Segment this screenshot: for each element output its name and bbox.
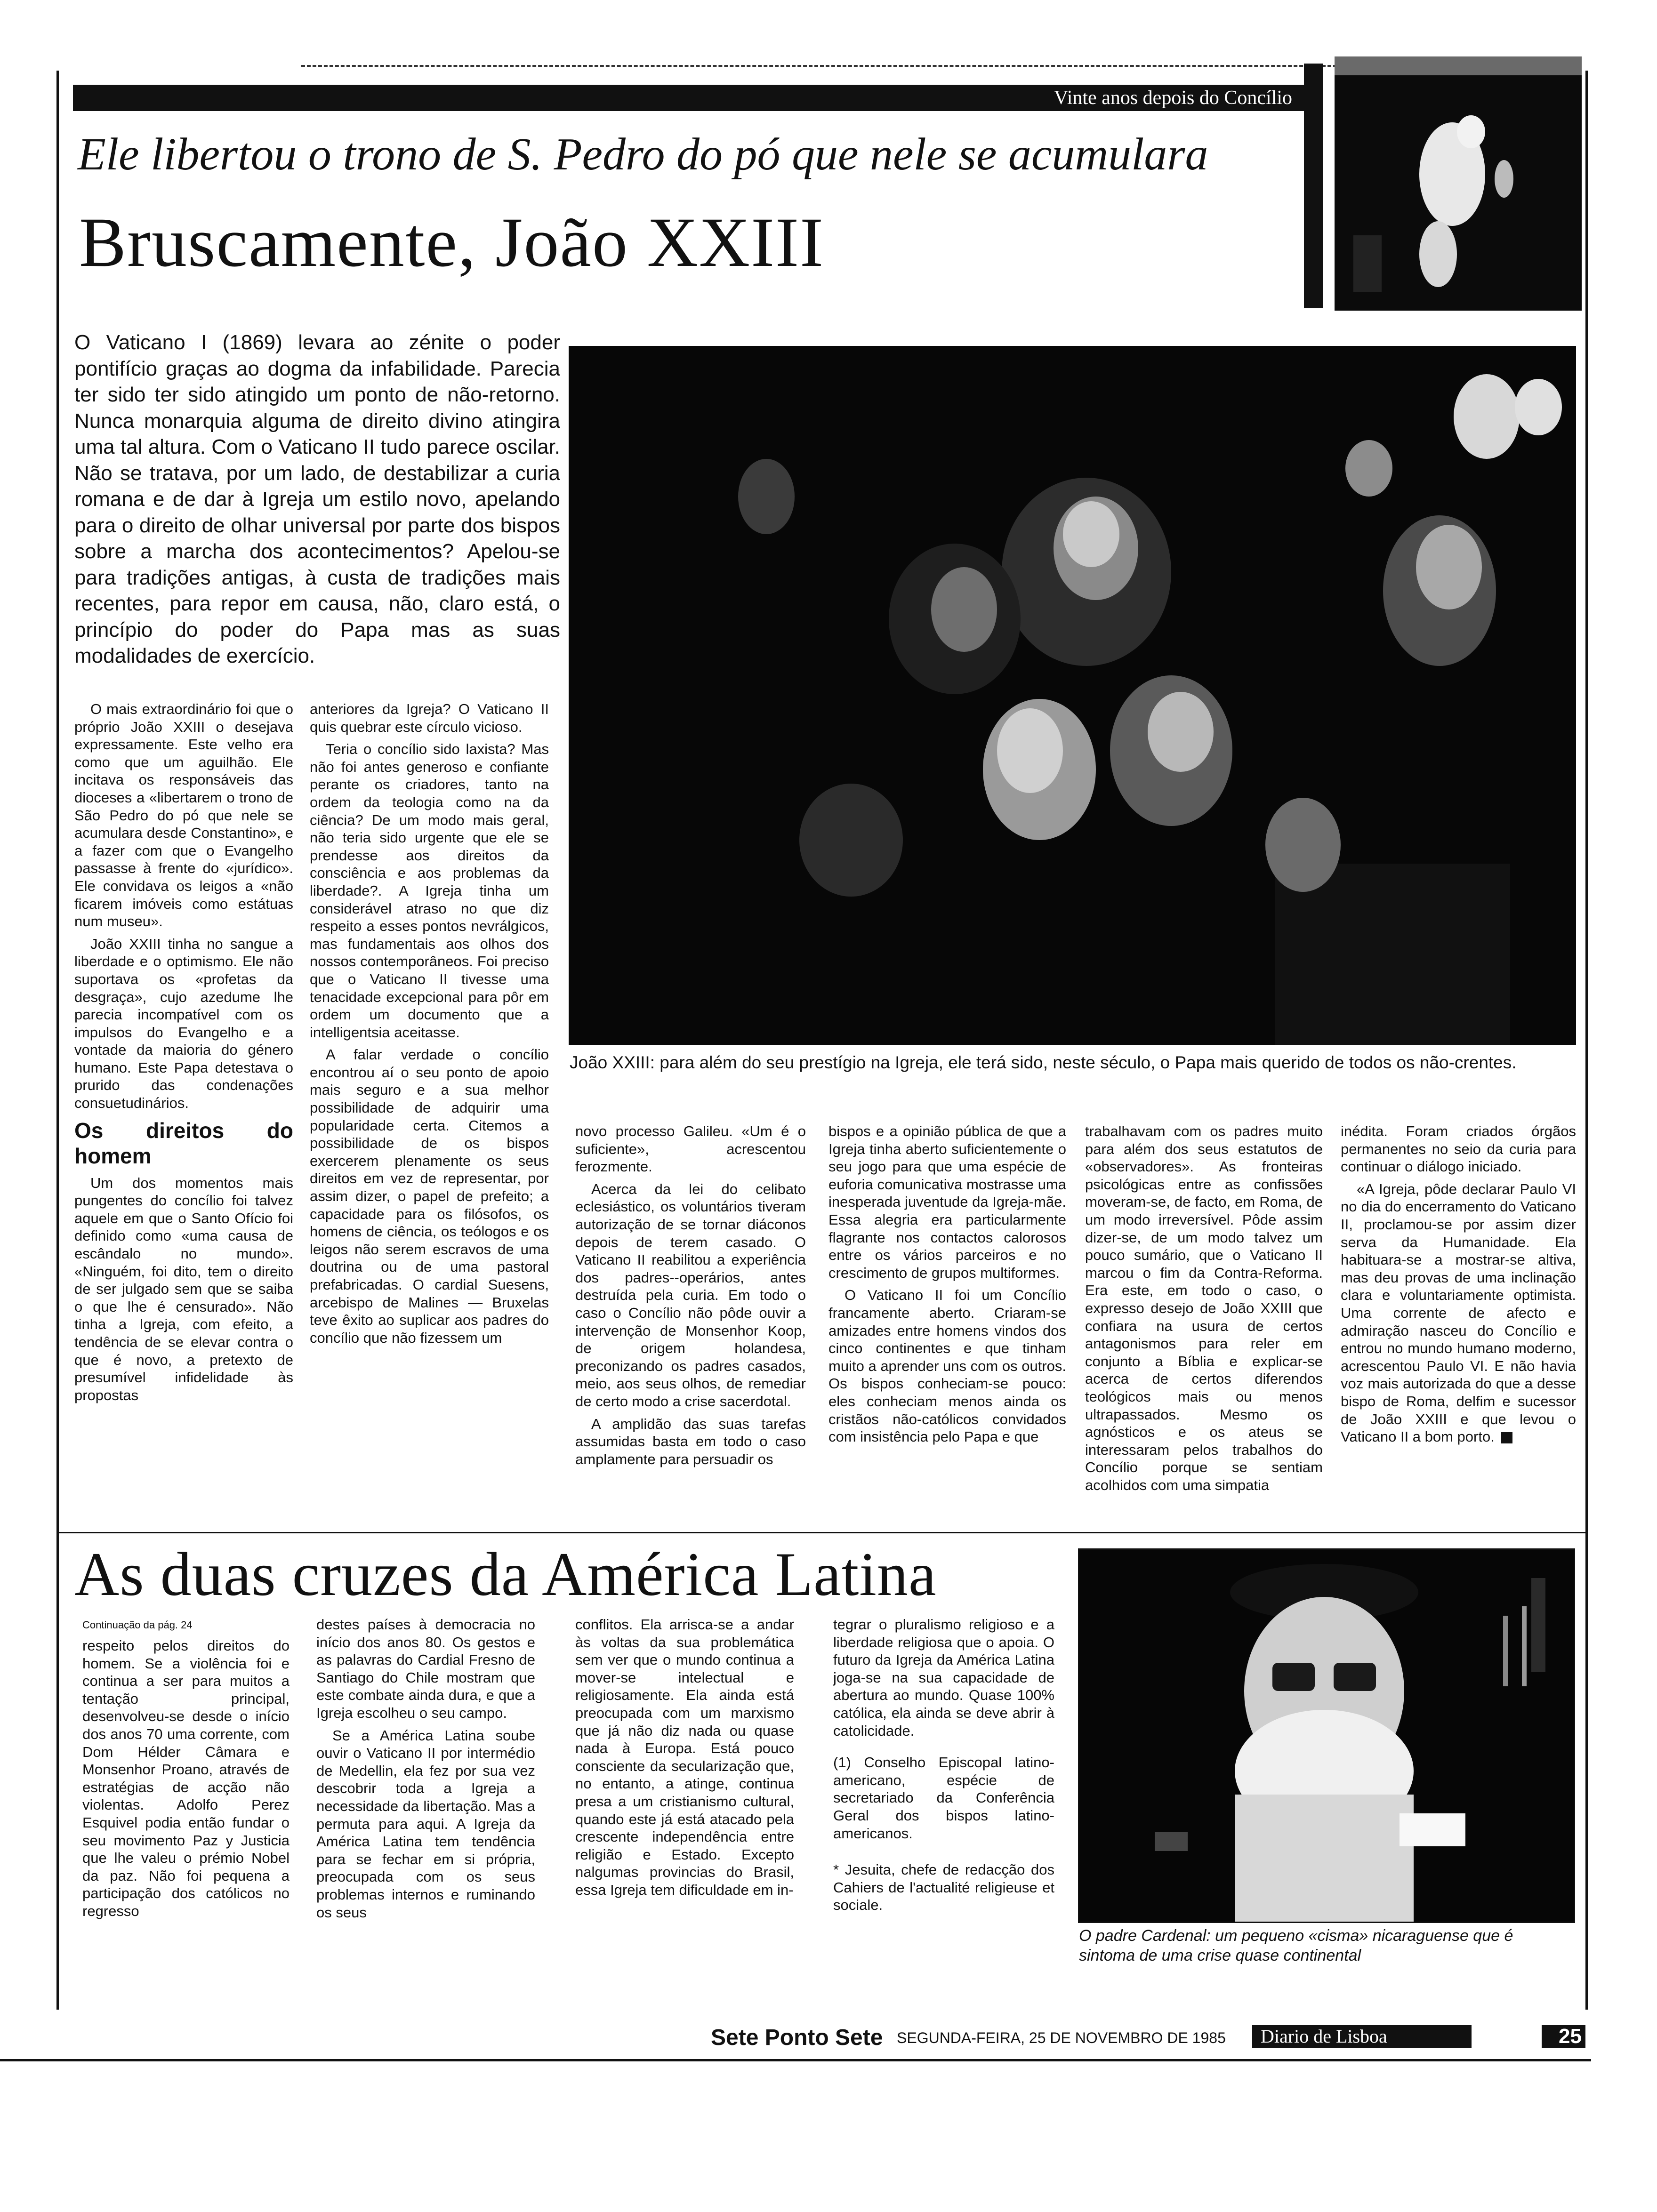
footer-masthead: Diario de Lisboa — [1252, 2025, 1472, 2048]
article2-col4-para1: tegrar o pluralismo religioso e a liberdade religiosa que o apoia. O futuro da Igreja da América Latina joga-se na sua capacidade de abertura ao mundo. Quase 100% católica, ela ainda se deve abrir à catolicidade. — [833, 1616, 1054, 1739]
footer-brand: Sete Ponto Sete — [711, 2025, 883, 2050]
article1-col3-para2: Acerca da lei do celibato eclesiástico, os voluntários tiveram autorização de se tornar diáconos depois de terem casado. O Vaticano II reabilitou a experiência dos padres--operários, antes destruída pela curia. Em todo o caso o Concílio não pôde ouvir a intervenção de Monsenhor Koop, de origem holandesa, preconizando os padres casados, meio, aos seus olhos, de remediar de certo modo a crise sacerdotal. — [575, 1180, 806, 1410]
left-frame-rule — [56, 71, 59, 2010]
footer-date: SEGUNDA-FEIRA, 25 DE NOVEMBRO DE 1985 — [897, 2029, 1226, 2046]
article1-col2-para3: A falar verdade o concílio encontrou aí o seu ponto de apoio mais seguro e a sua melhor possibilidade de adquirir uma popularidade certa. Citemos a possibilidade de os bispos exercerem plenamente os seus direitos em vez de representar, por assim dizer, o papel de prefeito; a capacidade para os filósofos, os homens de ciência, os teólogos e os leigos não serem escravos de uma doutrina ou de uma pastoral prefabricadas. O cardial Suesens, arcebispo de Malines — Bruxelas teve êxito ao suplicar aos padres do concílio que não fizessem um — [310, 1046, 549, 1346]
article1-col5-para1: trabalhavam com os padres muito para além dos seus estatutos de «observadores». As fronteiras psicológicas entre as confissões moveram-se, de facto, em Roma, de um modo irreversível. Pôde assim dizer-se, de um modo talvez um pouco sumário, que o Vaticano II marcou o fim da Contra-Reforma. Era este, em todo o caso, o expresso desejo de João XXIII que confiara na usura de certos antagonismos para reler em conjunto a Bíblia e explicar-se acerca de certos diferendos teológicos mais ou menos ultrapassados. Mesmo os agnósticos e os ateus se interessaram pelos trabalhos do Concílio porque se sentiam acolhidos com uma simpatia — [1085, 1123, 1323, 1493]
article2-col2-para2: Se a América Latina soube ouvir o Vaticano II por intermédio de Medellin, ela fez por sua vez descobrir toda a Igreja a necessidade da libertação. Mas a permuta para aqui. A Igreja da América Latina tem tendência para se fechar em si própria, preocupada com os seus problemas internos e ruminando os seus — [316, 1727, 535, 1921]
article1-col6 — [1341, 1122, 1576, 1451]
tagline: Ele libertou o trono de S. Pedro do pó que nele se acumulara — [78, 129, 1208, 180]
article2-col4-note: (1) Conselho Episcopal latino-americano, espécie de secretariado da Conferência Geral dos bispos latino-americanos. — [833, 1754, 1054, 1842]
article1-col4-para1: bispos e a opinião pública de que a Igreja tinha aberto suficientemente o seu jogo para que uma espécie de euforia comunicativa mostrasse uma inesperada juventude da Igreja-mãe. Essa alegria era particularmente flagrante nos contactos calorosos entre os vários parceiros e no crescimento de grupos multiformes. — [828, 1123, 1066, 1281]
end-of-article-mark — [1501, 1432, 1512, 1443]
article1-col2 — [310, 700, 549, 1351]
article2-col1-para: respeito pelos direitos do homem. Se a violência foi e continua a ser para muitos a tentação principal, desenvolveu-se desde o início dos anos 70 uma corrente, com Dom Hélder Câmara e Monsenhor Proano, através de estratégias de acção não violentas. Adolfo Perez Esquivel podia então fundar o seu movimento Paz y Justicia que lhe valeu o prémio Nobel da paz. Não foi pequena a participação dos católicos no regresso — [82, 1637, 290, 1919]
main-photo-joao-xxiii — [569, 346, 1576, 1045]
article1-col6-para1: inédita. Foram criados órgãos permanentes no seio da curia para continuar o diálogo iniciado. — [1341, 1123, 1576, 1175]
top-dashed-rule — [301, 65, 1337, 67]
article2-col4-signature: * Jesuita, chefe de redacção dos Cahiers de l'actualité religieuse et sociale. — [833, 1861, 1054, 1914]
article2-col2-para1: destes países à democracia no início dos anos 80. Os gestos e as palavras do Cardial Fresno de Santiago do Chile mostram que este combate ainda dura, e que a Igreja escolheu o seu campo. — [316, 1616, 535, 1721]
subhead-os-direitos: Os direitos do homem — [74, 1118, 293, 1168]
bottom-frame-rule — [0, 2059, 1591, 2061]
article2-col2 — [316, 1616, 535, 1926]
kicker-bar: Vinte anos depois do Concílio — [73, 85, 1306, 111]
top-right-photo — [1335, 56, 1582, 311]
article2-col3-para: conflitos. Ela arrisca-se a andar às voltas da sua problemática sem ver que o mundo continua a mover-se intelectual e religiosamente. Ela ainda está preocupada com um marxismo que já não diz nada ou quase nada à Europa. Está pouco consciente da secularização que, no entanto, a atinge, continua presa a um cristianismo cultural, quando este já está atacado pela crescente independência entre religião e Estado. Excepto nalgumas provincias do Brasil, essa Igreja tem dificuldade em in- — [575, 1616, 794, 1898]
footer-page-number: 25 — [1542, 2025, 1585, 2048]
headline: Bruscamente, João XXIII — [79, 203, 824, 281]
main-photo-caption: João XXIII: para além do seu prestígio na Igreja, ele terá sido, neste século, o Papa mais querido de todos os não-crentes. — [570, 1053, 1517, 1072]
article1-col6-para2 — [1341, 1180, 1576, 1446]
article1-col3 — [575, 1122, 806, 1473]
lead-paragraph: O Vaticano I (1869) levara ao zénite o poder pontifício graças ao dogma da infabilidade. Parecia ter sido ter sido atingido um ponto de não-retorno. Nunca monarquia alguma de direito divino atingira uma tal altura. Com o Vaticano II tudo parece oscilar. Não se tratava, por um lado, de destabilizar a curia romana e de dar à Igreja um estilo novo, apelando para o direito de olhar universal por parte dos bispos sobre a marcha dos acontecimentos? Apelou-se para tradições antigas, à custa de tradições mais recentes, para repor em causa, não, claro está, o princípio do poder do Papa mas as suas modalidades de exercício. — [74, 331, 560, 667]
article1-col2-para2: Teria o concílio sido laxista? Mas não foi antes generoso e confiante perante os criadores, tanto na ordem da teologia como na da ciência? De um modo mais geral, não teria sido urgente que ele se prendesse aos direitos da consciência e aos problemas da liberdade?. A Igreja tinha um considerável atraso no que diz respeito a esses pontos nevrálgicos, mas fundamentais aos olhos dos nossos contemporâneos. Foi preciso que o Vaticano II tivesse uma tenacidade excepcional para pôr em ordem um documento que a intelligentsia aceitasse. — [310, 741, 549, 1041]
article2-col3 — [575, 1616, 794, 1904]
top-right-band — [1304, 64, 1323, 308]
article1-col4 — [828, 1122, 1066, 1451]
continued-note: Continuação da pág. 24 — [82, 1619, 193, 1631]
cardenal-photo-caption: O padre Cardenal: um pequeno «cisma» nicaraguense que é sintoma de uma crise quase continental — [1079, 1927, 1513, 1964]
article1-col3-para1: novo processo Galileu. «Um é o suficiente», acrescentou ferozmente. — [575, 1123, 806, 1175]
cardenal-photo — [1078, 1548, 1575, 1923]
article1-col1 — [74, 700, 293, 1409]
article-separator — [59, 1532, 1585, 1533]
right-frame-rule — [1585, 71, 1588, 2010]
article2-col1 — [82, 1637, 290, 1925]
article1-col6-para2-text: «A Igreja, pôde declarar Paulo VI no dia do encerramento do Vaticano II, proclamou-se por assim dizer serva da Humanidade. Ela habituara-se a mostrar-se altiva, mas deu provas de uma inclinação clara e voluntariamente optimista. Uma corrente de afecto e admiração nasceu do Concílio e entrou no mundo humano moderno, acrescentou Paulo VI. E não havia voz mais autorizada do que a desse bispo de Roma, delfim e sucessor de João XXIII e que levou o Vaticano II a bom porto. — [1341, 1180, 1576, 1445]
article1-col4-para2: O Vaticano II foi um Concílio francamente aberto. Criaram-se amizades entre homens vindos dos cinco continentes e que tinham muito a aprender uns com os outros. Os bispos conheciam-se pouco: eles conheciam menos ainda os cristãos não-católicos convidados com insistência pelo Papa e que — [828, 1287, 1066, 1445]
article1-col3-para3: A amplidão das suas tarefas assumidas basta em todo o caso amplamente para persuadir os — [575, 1415, 806, 1467]
article2-headline: As duas cruzes da América Latina — [74, 1539, 937, 1609]
article2-col4 — [833, 1616, 1054, 1919]
article1-col1-para1: O mais extraordinário foi que o próprio João XXIII o desejava expressamente. Este velho era como que um aguilhão. Ele incitava os responsáveis das dioceses a «libertarem o trono de São Pedro do pó que nele se acumulara desde Constantino», e a fazer com que o Evangelho passasse à frente do «jurídico». Ele convidava os leigos a «não ficarem imóveis como estátuas num museu». — [74, 701, 293, 930]
article1-col5 — [1085, 1122, 1323, 1499]
article1-col1-para3: Um dos momentos mais pungentes do concílio foi talvez aquele em que o Santo Ofício foi definido como «uma causa de escândalo no mundo». «Ninguém, foi dito, tem o direito de ser julgado sem que se saiba o que lhe é censurado». Não tinha a Igreja, com efeito, a tendência de se elevar contra o que é novo, a pretexto de presumível infidelidade às propostas — [74, 1174, 293, 1403]
article1-col2-para1: anteriores da Igreja? O Vaticano II quis quebrar este círculo vicioso. — [310, 701, 549, 735]
article1-col1-para2: João XXIII tinha no sangue a liberdade e o optimismo. Ele não suportava os «profetas da desgraça», cujo azedume lhe parecia incompatível com os impulsos do Evangelho e a vontade da maioria do género humano. Este Papa detestava o prurido das condenações consuetudinários. — [74, 935, 293, 1112]
